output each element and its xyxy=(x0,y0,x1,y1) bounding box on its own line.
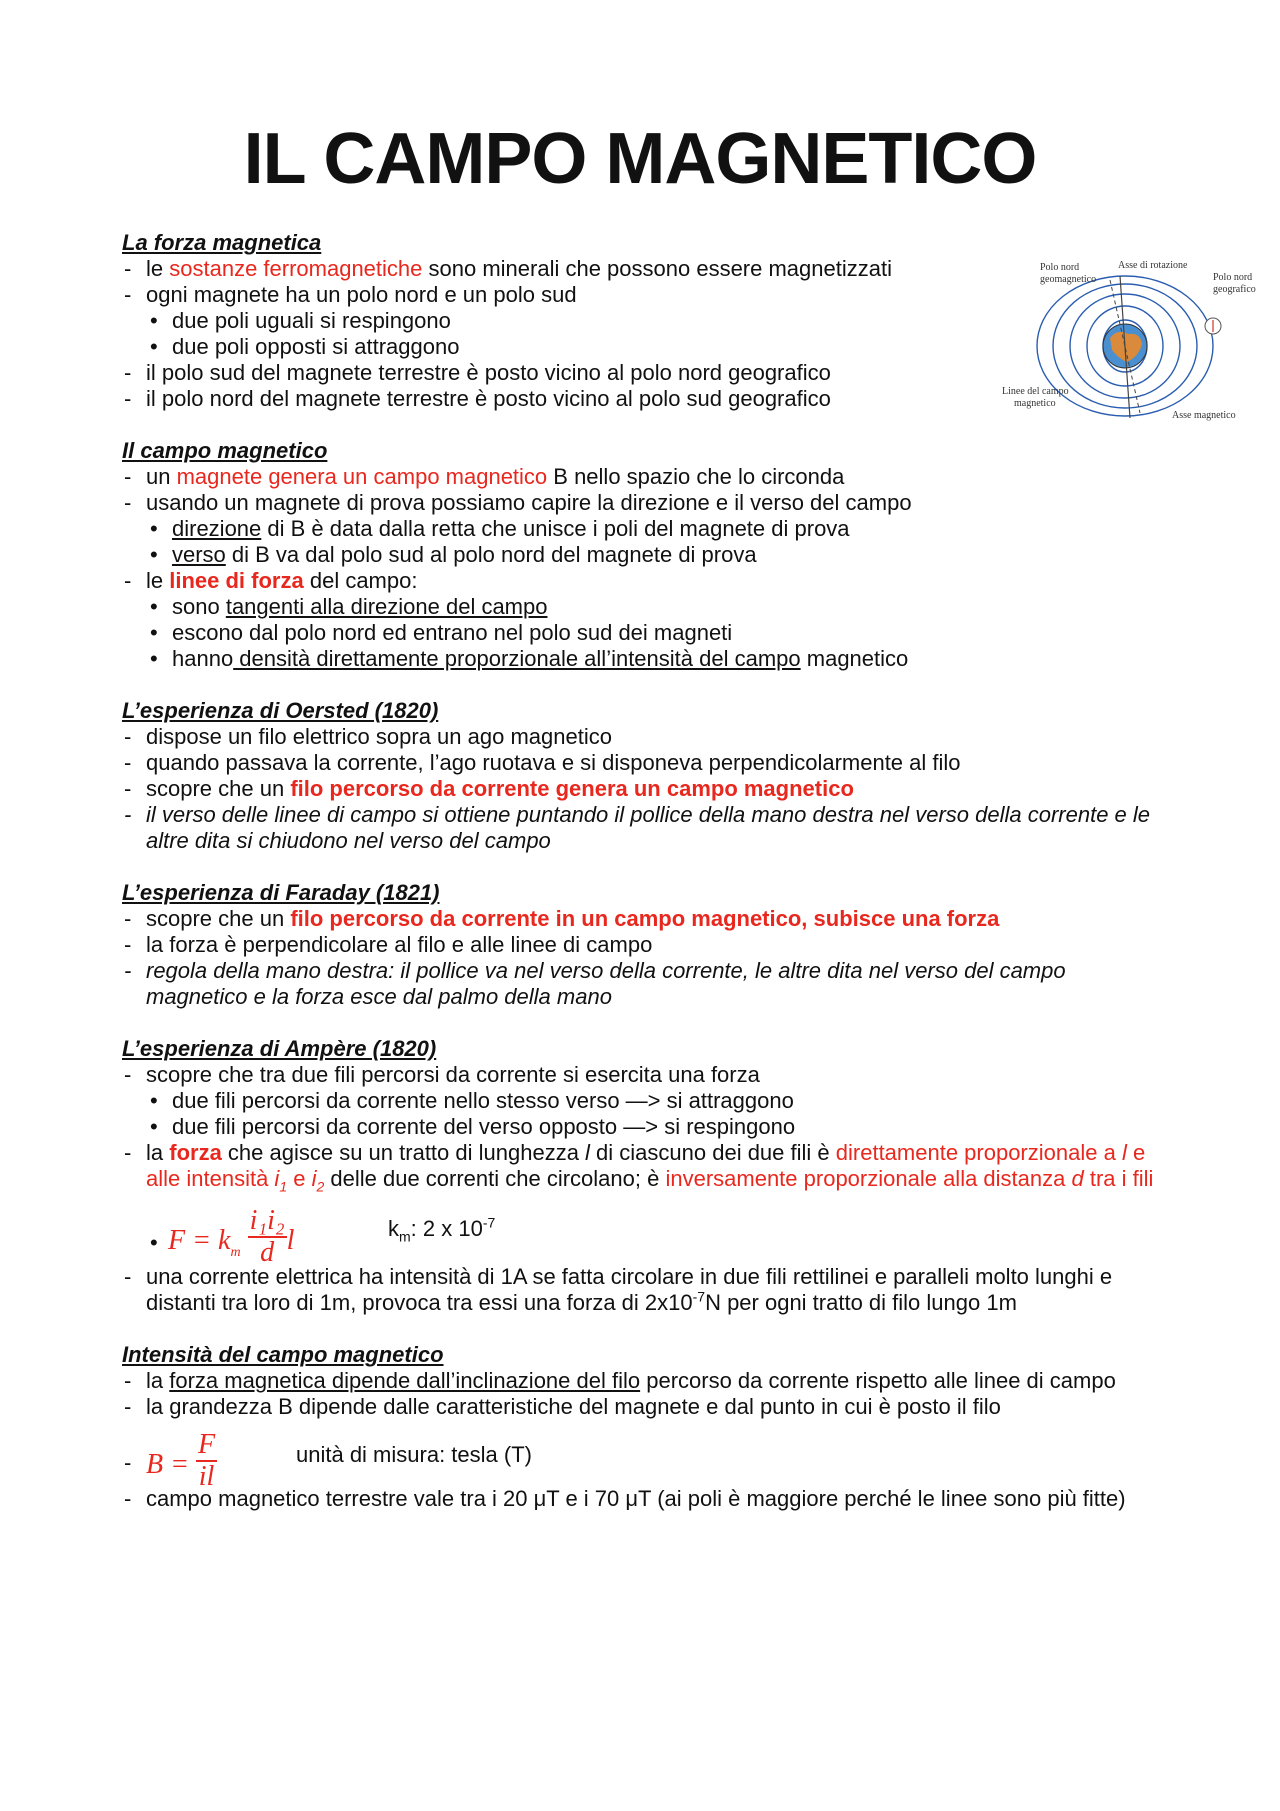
svg-text:geomagnetico: geomagnetico xyxy=(1040,274,1097,285)
bullet-item: • verso di B va dal polo sud al polo nord del magnete di prova xyxy=(122,542,1172,568)
list-item: - la forza magnetica dipende dall’inclinazione del filo percorso da corrente rispetto alle linee di campo xyxy=(122,1368,1172,1394)
bullet-item: • sono tangenti alla direzione del campo xyxy=(122,594,1172,620)
section-heading: Intensità del campo magnetico xyxy=(122,1342,444,1367)
section-heading: L’esperienza di Ampère (1820) xyxy=(122,1036,437,1061)
bullet-item: • due fili percorsi da corrente nello stesso verso —> si attraggono xyxy=(122,1088,1172,1114)
section-forza-magnetica xyxy=(122,230,1172,412)
list-item: - scopre che un filo percorso da corrente in un campo magnetico, subisce una forza xyxy=(122,906,1172,932)
list-item: - regola della mano destra: il pollice va nel verso della corrente, le altre dita nel verso del campo magnetico e la forza esce dal palmo della mano xyxy=(122,958,1172,1010)
list-item: - il verso delle linee di campo si ottiene puntando il pollice della mano destra nel verso della corrente e le altre dita si chiudono nel verso del campo xyxy=(122,802,1172,854)
list-item: - usando un magnete di prova possiamo capire la direzione e il verso del campo xyxy=(122,490,1172,516)
notes-content xyxy=(122,230,1172,1538)
b-formula: - B = $\frac{F}{il}$ unità di misura: tesla (T) xyxy=(124,1429,532,1492)
section-oersted xyxy=(122,698,1172,854)
list-item: - la grandezza B dipende dalle caratteristiche del magnete e dal punto in cui è posto il filo xyxy=(122,1394,1172,1420)
list-item: - campo magnetico terrestre vale tra i 20 μT e i 70 μT (ai poli è maggiore perché le linee sono più fitte) xyxy=(122,1486,1172,1512)
bullet-item: • escono dal polo nord ed entrano nel polo sud dei magneti xyxy=(122,620,1172,646)
list-item: - la forza che agisce su un tratto di lunghezza l di ciascuno dei due fili è direttamente proporzionale a l e alle intensità $i_1$ e $i_2$ delle due correnti che circolano; è inversamente proporzionale alla distanza d tra i fili xyxy=(122,1140,1172,1192)
unit-label: unità di misura: tesla (T) xyxy=(296,1442,532,1467)
list-item: - scopre che un filo percorso da corrente genera un campo magnetico xyxy=(122,776,1172,802)
section-heading: La forza magnetica xyxy=(122,230,322,255)
bullet-item: • hanno densità direttamente proporzionale all’intensità del campo magnetico xyxy=(122,646,1172,672)
list-item: - ogni magnete ha un polo nord e un polo sud xyxy=(122,282,1172,308)
label-geomagnetic-north: Polo nord xyxy=(1040,262,1080,273)
bullet-item: • due fili percorsi da corrente del verso opposto —> si respingono xyxy=(122,1114,1172,1140)
label-field-lines: Linee del campo xyxy=(1002,386,1069,397)
section-ampere xyxy=(122,1036,1172,1316)
list-item: - un magnete genera un campo magnetico B nello spazio che lo circonda xyxy=(122,464,1172,490)
label-geographic-north: Polo nord xyxy=(1213,272,1253,283)
label-rotation-axis: Asse di rotazione xyxy=(1118,260,1188,271)
bullet-item: • due poli uguali si respingono xyxy=(122,308,1172,334)
section-heading: L’esperienza di Faraday (1821) xyxy=(122,880,440,905)
bullet-item: • due poli opposti si attraggono xyxy=(122,334,1172,360)
km-constant: $k_m$: 2 x $10^{-7}$ xyxy=(388,1214,496,1245)
label-magnetic-axis: Asse magnetico xyxy=(1172,410,1236,421)
list-item: - la forza è perpendicolare al filo e alle linee di campo xyxy=(122,932,1172,958)
list-item: - il polo nord del magnete terrestre è posto vicino al polo sud geografico xyxy=(122,386,1172,412)
list-item: - le linee di forza del campo: xyxy=(122,568,1172,594)
ampere-formula: • $F = k_m$ $\frac{\text{i₁i₂}}{d}$ l $k_m$: 2 x $10^{-7}$ xyxy=(150,1205,496,1268)
list-item: - il polo sud del magnete terrestre è posto vicino al polo nord geografico xyxy=(122,360,1172,386)
list-item: - quando passava la corrente, l’ago ruotava e si disponeva perpendicolarmente al filo xyxy=(122,750,1172,776)
section-faraday xyxy=(122,880,1172,1010)
list-item: - le sostanze ferromagnetiche sono minerali che possono essere magnetizzati xyxy=(122,256,1172,282)
page-title: IL CAMPO MAGNETICO xyxy=(243,119,1037,199)
list-item: - scopre che tra due fili percorsi da corrente si esercita una forza xyxy=(122,1062,1172,1088)
list-item: - una corrente elettrica ha intensità di 1A se fatta circolare in due fili rettilinei e paralleli molto lunghi e distanti tra loro di 1m, provoca tra essi una forza di $2x10^{-7}N$ per ogni tratto di filo lungo 1m xyxy=(122,1264,1172,1316)
section-heading: Il campo magnetico xyxy=(122,438,328,463)
svg-text:geografico: geografico xyxy=(1213,284,1256,295)
section-intensita xyxy=(122,1342,1172,1512)
section-campo-magnetico xyxy=(122,438,1172,672)
list-item: - dispose un filo elettrico sopra un ago magnetico xyxy=(122,724,1172,750)
bullet-item: • direzione di B è data dalla retta che unisce i poli del magnete di prova xyxy=(122,516,1172,542)
section-heading: L’esperienza di Oersted (1820) xyxy=(122,698,439,723)
svg-text:magnetico: magnetico xyxy=(1014,398,1056,409)
